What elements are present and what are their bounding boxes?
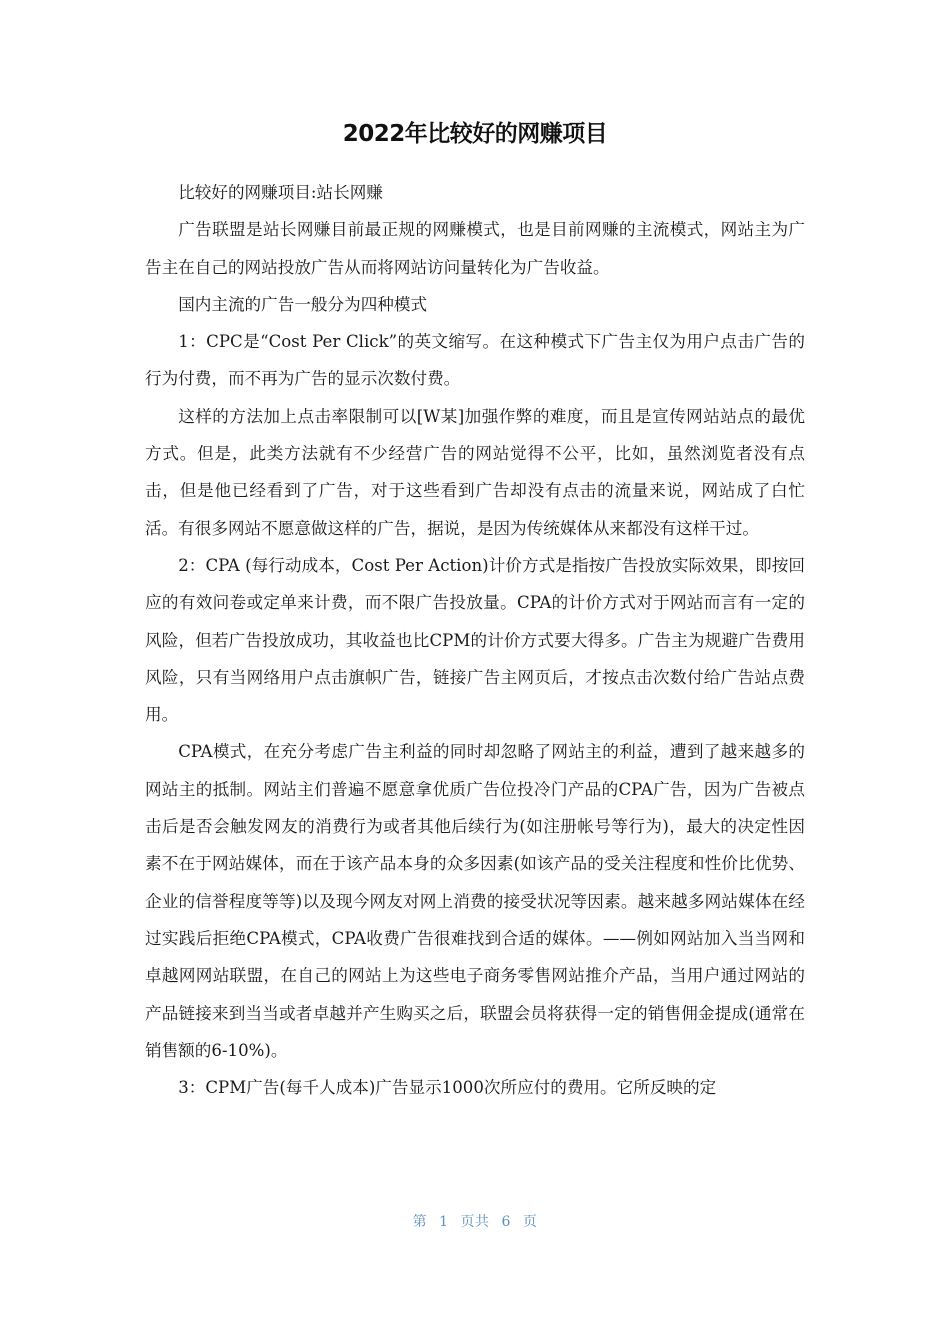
document-title: 2022年比较好的网赚项目	[342, 121, 608, 147]
paragraph: 2：CPA (每行动成本，Cost Per Action)计价方式是指按广告投放实际效果，即按回应的有效问卷或定单来计费，而不限广告投放量。CPA的计价方式对于网站而言有一定的风险，但若广告投放成功，其收益也比CPM的计价方式要大得多。广告主为规避广告费用风险，只有当网络用户点击旗帜广告，链接广告主网页后，才按点击次数付给广告站点费用。	[145, 555, 805, 725]
paragraph: 这样的方法加上点击率限制可以[W某]加强作弊的难度，而且是宣传网站站点的最优方式。但是，此类方法就有不少经营广告的网站觉得不公平，比如，虽然浏览者没有点击，但是他已经看到了广告，对于这些看到广告却没有点击的流量来说，网站成了白忙活。有很多网站不愿意做这样的广告，据说，是因为传统媒体从来都没有这样干过。	[145, 406, 805, 538]
footer-middle: 页共	[460, 1214, 490, 1230]
footer-prefix: 第	[412, 1214, 428, 1230]
paragraph: 国内主流的广告一般分为四种模式	[178, 294, 428, 314]
footer-total-pages: 6	[501, 1214, 511, 1230]
footer-suffix: 页	[522, 1214, 538, 1230]
paragraph: 广告联盟是站长网赚目前最正规的网赚模式，也是目前网赚的主流模式，网站主为广告主在自己的网站投放广告从而将网站访问量转化为广告收益。	[145, 220, 805, 277]
paragraph: 1：CPC是“Cost Per Click”的英文缩写。在这种模式下广告主仅为用户点击广告的行为付费，而不再为广告的显示次数付费。	[145, 332, 805, 389]
paragraph: 比较好的网赚项目:站长网赚	[178, 183, 383, 202]
footer-page-number: 1	[439, 1214, 449, 1230]
paragraph: CPA模式，在充分考虑广告主利益的同时却忽略了网站主的利益，遭到了越来越多的网站主的抵制。网站主们普遍不愿意拿优质广告位投冷门产品的CPA广告，因为广告被点击后是否会触发网友的消费行为或者其他后续行为(如注册帐号等行为)，最大的决定性因素不在于网站媒体，而在于该产品本身的众多因素(如该产品的受关注程度和性价比优势、企业的信誉程度等等)以及现今网友对网上消费的接受状况等因素。越来越多网站媒体在经过实践后拒绝CPA模式，CPA收费广告很难找到合适的媒体。——例如网站加入当当网和卓越网网站联盟，在自己的网站上为这些电子商务零售网站推介产品，当用户通过网站的产品链接来到当当或者卓越并产生购买之后，联盟会员将获得一定的销售佣金提成(通常在销售额的6-10%)。	[145, 742, 805, 1060]
document-body	[145, 174, 805, 1106]
page-footer	[0, 1212, 950, 1232]
paragraph: 3：CPM广告(每千人成本)广告显示1000次所应付的费用。它所反映的定	[178, 1078, 717, 1098]
